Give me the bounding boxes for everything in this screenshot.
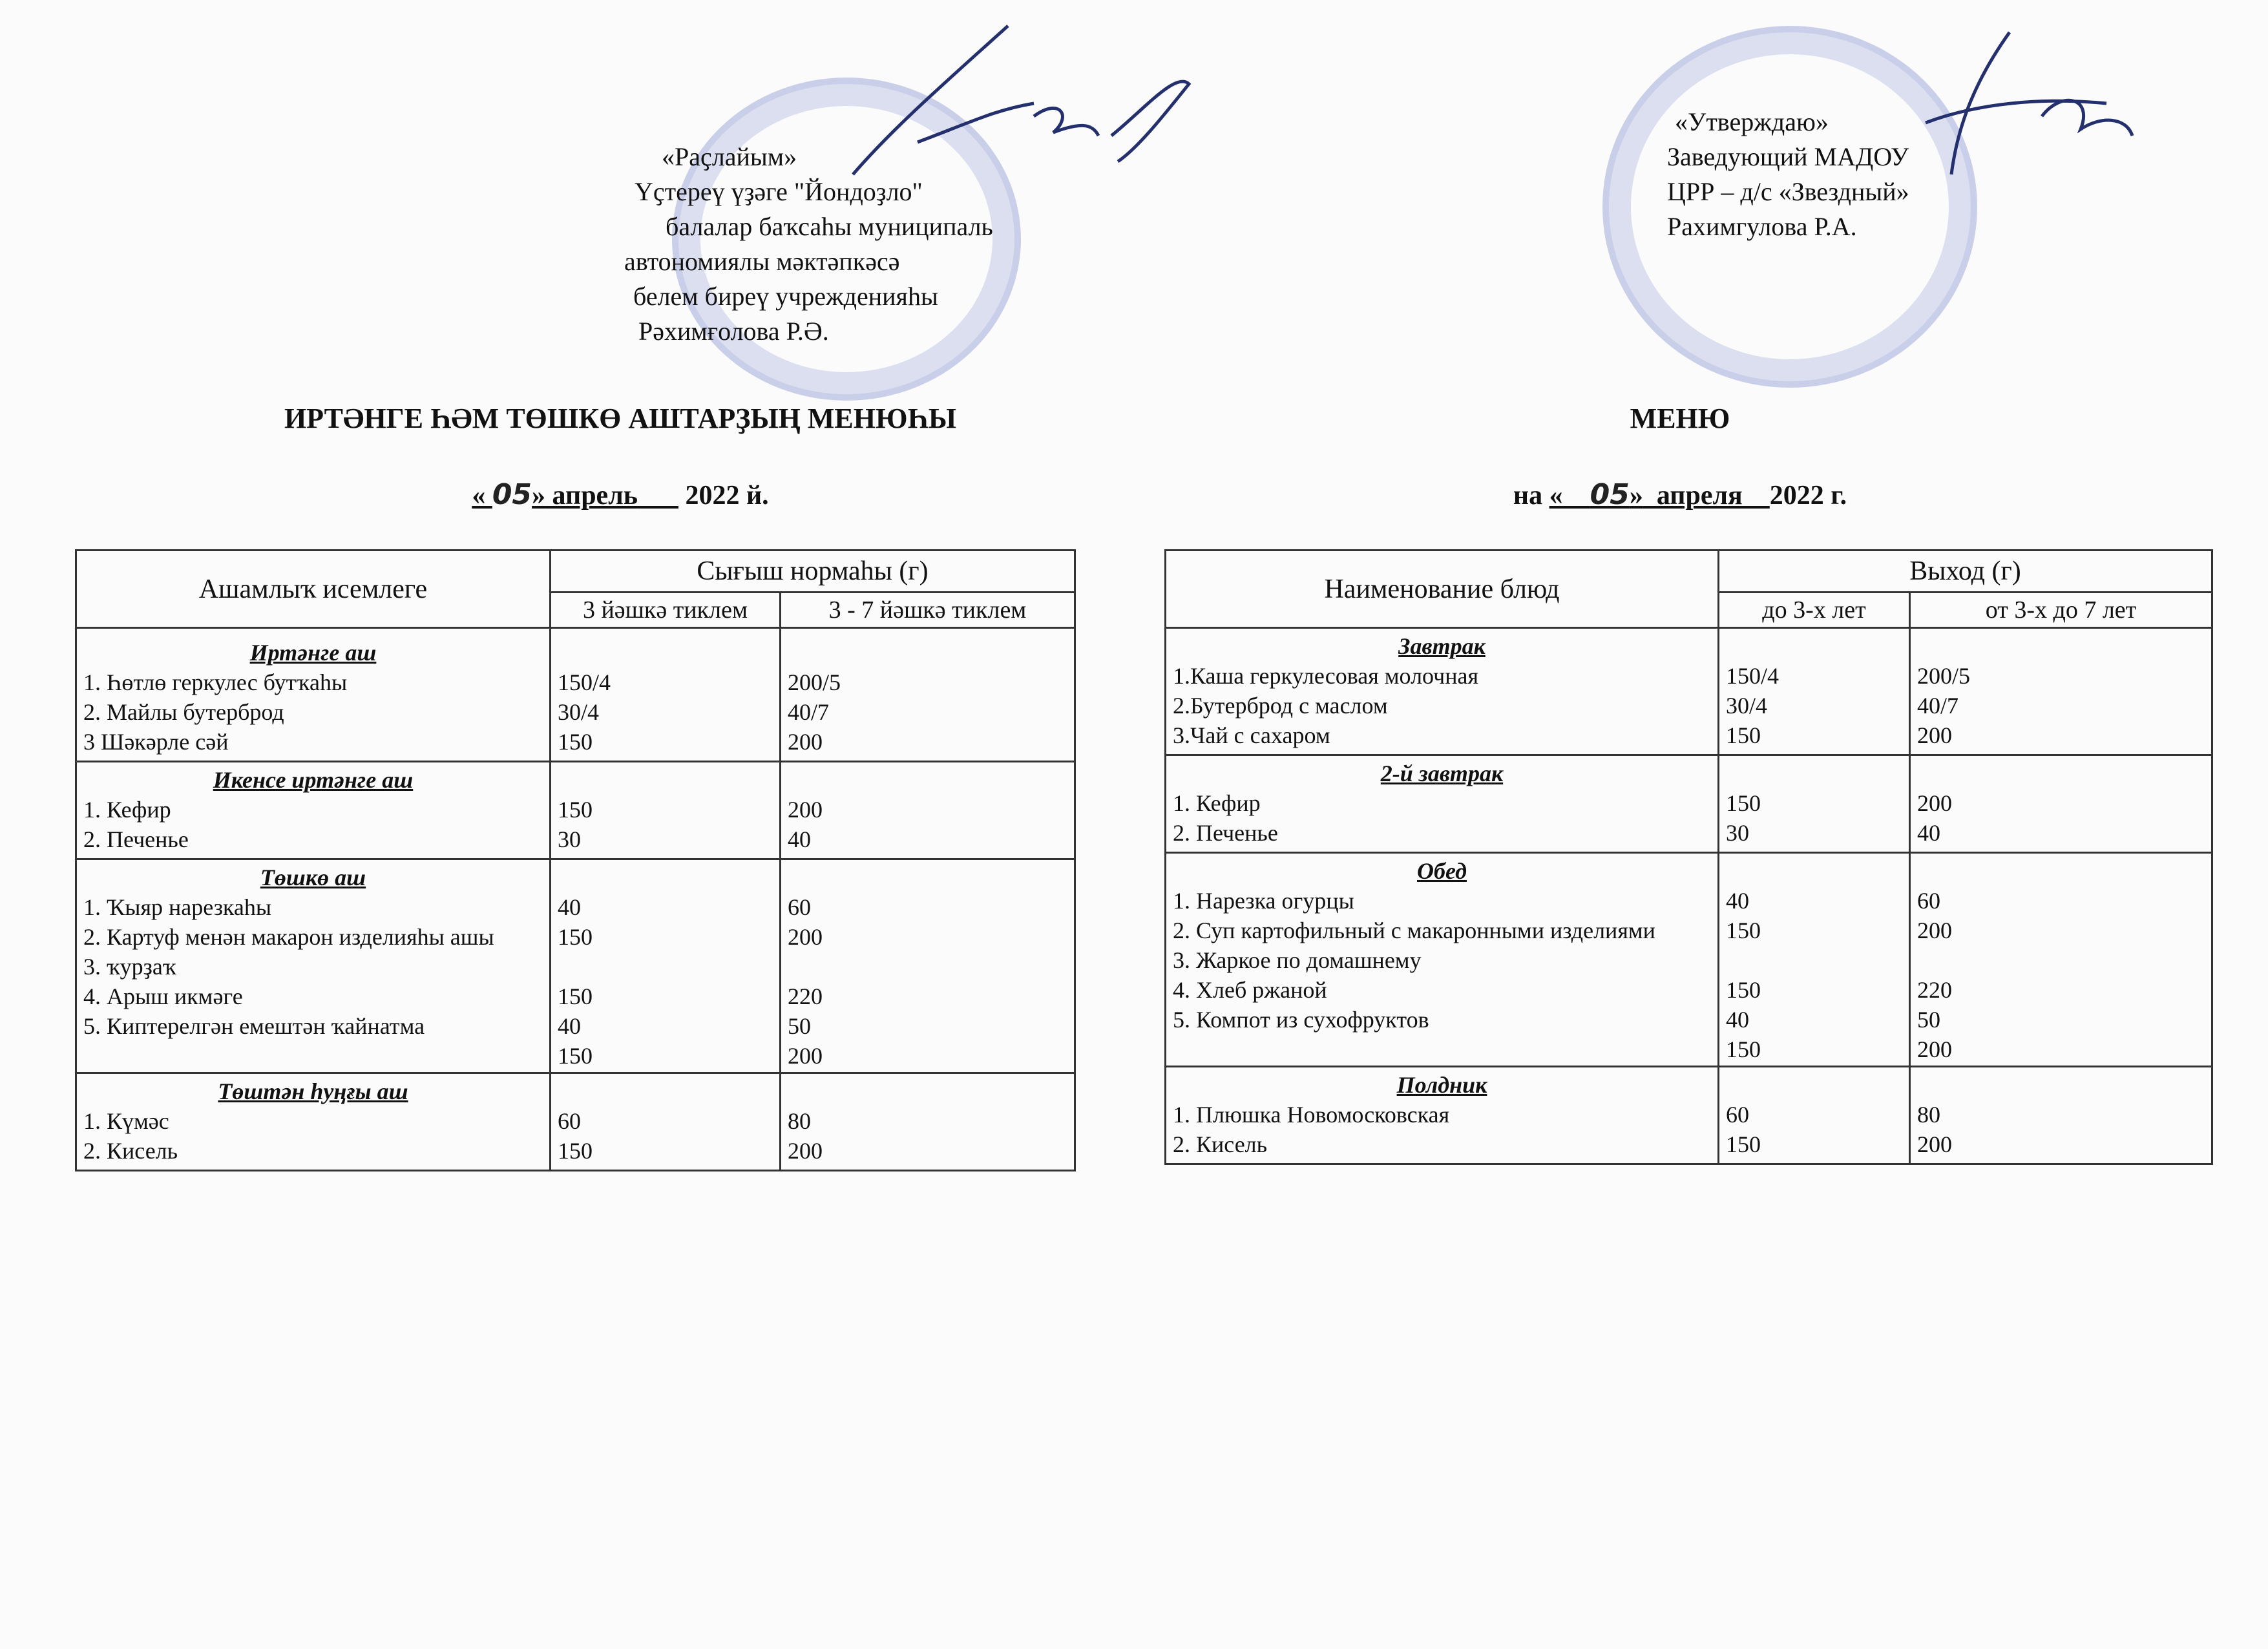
meal-title: Обед [1417,858,1467,884]
meal-cell [76,1073,551,1171]
left-date-line [78,478,1163,511]
date-year: 2022 г. [1769,481,1847,510]
left-menu-table [75,549,1076,1171]
dish-item: 1. Плюшка Новомосковская [1173,1102,1450,1128]
portion-value: 60 [788,894,811,920]
portion-value: 150 [558,1043,593,1069]
value-cell-age-2 [781,859,1075,1073]
meal-title: Икенсе иртәнге аш [213,767,414,793]
value-cell-age-2 [781,1073,1075,1171]
header-output: Сығыш нормаһы (г) [551,551,1075,593]
table-row [1166,853,2212,1067]
spacer [1726,856,1902,886]
portion-value: 150 [558,924,593,950]
left-approval-line: балалар баҡсаһы муниципаль [666,212,993,241]
meal-title: Төштән һуңғы аш [218,1078,408,1104]
portion-value: 30/4 [558,699,600,725]
header-col-age-2: 3 - 7 йәшкә тиклем [781,593,1075,628]
dish-item: 2. Печенье [1173,820,1278,846]
header-dish-name: Наименование блюд [1166,551,1719,628]
meal-cell [76,762,551,859]
dish-item: 2.Бутерброд с маслом [1173,693,1388,719]
portion-value: 200/5 [1917,663,1971,689]
portion-value: 220 [1917,977,1952,1003]
spacer [788,638,1067,667]
value-cell-age-2 [1910,755,2212,853]
portion-value: 40 [558,894,581,920]
dish-item: 2. Кисель [83,1138,178,1164]
date-month: апреля [1643,481,1770,510]
spacer [558,863,773,892]
right-signature [1900,26,2145,194]
header-dish-name: Ашамлыҡ исемлеге [76,551,551,628]
dish-item: 4. Арыш икмәге [83,983,243,1009]
portion-value: 220 [788,983,823,1009]
portion-value: 60 [558,1108,581,1134]
portion-value: 40 [1726,1007,1749,1033]
spacer [558,1077,773,1106]
meal-title: 2-й завтрак [1380,761,1504,786]
spacer [1917,759,2205,788]
portion-value: 80 [1917,1102,1940,1128]
meal-cell [1166,628,1719,755]
right-table-body [1166,628,2212,1164]
date-month: апрель [545,481,638,510]
right-date-line [1176,478,2184,511]
dish-item: 1. Һөтлө геркулес бутҡаһы [83,669,348,695]
left-menu-title: ИРТӘНГЕ ҺӘМ ТӨШКӨ АШТАРҘЫҢ МЕНЮҺЫ [284,403,957,434]
portion-value [1726,945,1902,975]
table-row [1166,1067,2212,1164]
portion-value: 150 [558,797,593,823]
left-approval-line: Үҫтереү үҙәге "Йондоҙло" [635,177,923,206]
meal-cell [1166,853,1719,1067]
portion-value: 150 [558,983,593,1009]
portion-value: 150 [1726,790,1761,816]
portion-value: 150 [1726,722,1761,748]
spacer [1726,1070,1902,1100]
portion-value: 150 [1726,1131,1761,1157]
left-approval-line: автономиялы мәктәпкәсә [624,247,900,276]
dish-item: 5. Киптерелгән емештән ҡайнатма [83,1013,425,1039]
portion-value: 200 [1917,722,1952,748]
portion-value: 200 [1917,1036,1952,1062]
spacer [1917,856,2205,886]
portion-value [1917,945,2205,975]
portion-value: 60 [1917,888,1940,914]
dish-item: 5. Компот из сухофруктов [1173,1007,1429,1033]
value-cell-age-2 [1910,853,2212,1067]
dish-item: 3. Жаркое по домашнему [1173,947,1422,973]
table-row [1166,755,2212,853]
header-col-age-2: от 3-х до 7 лет [1910,593,2212,628]
portion-value [788,952,1067,982]
header-output: Выход (г) [1719,551,2212,593]
portion-value: 150/4 [558,669,611,695]
right-approval-block [1667,105,1909,244]
portion-value: 150 [1726,918,1761,943]
portion-value: 150/4 [1726,663,1780,689]
portion-value: 40 [558,1013,581,1039]
meal-title: Төшкө аш [260,865,366,890]
left-approval-line: белем биреү учрежденияһы [633,282,938,311]
dish-item: 3 Шәкәрле сәй [83,729,229,755]
spacer [788,1077,1067,1106]
portion-value: 80 [788,1108,811,1134]
dish-item: 2. Майлы бутерброд [83,699,284,725]
portion-value: 200 [1917,790,1952,816]
right-menu-table [1164,549,2213,1165]
spacer [558,638,773,667]
dish-item: 1. Күмәс [83,1108,169,1134]
spacer [788,765,1067,795]
dish-item: 1. Нарезка огурцы [1173,888,1354,914]
date-day: 05 [492,478,532,511]
dish-item: 3.Чай с сахаром [1173,722,1330,748]
portion-value: 200/5 [788,669,841,695]
portion-value: 30 [1726,820,1749,846]
portion-value: 200 [788,729,823,755]
right-approval-line: Заведующий МАДОУ [1667,142,1909,171]
value-cell-age-1 [551,762,781,859]
table-row [76,859,1075,1073]
meal-cell [1166,1067,1719,1164]
value-cell-age-1 [1719,628,1910,755]
spacer [1726,759,1902,788]
date-year: 2022 й. [685,481,769,510]
portion-value: 60 [1726,1102,1749,1128]
header-col-age-1: до 3-х лет [1719,593,1910,628]
portion-value: 40/7 [1917,693,1959,719]
right-menu-title: МЕНЮ [1630,403,1730,434]
spacer [1917,631,2205,661]
portion-value: 150 [1726,1036,1761,1062]
dish-item: 1. Ҡыяр нарезкаһы [83,894,272,920]
date-close-quote: » [1629,481,1643,510]
portion-value: 40 [788,826,811,852]
spacer [1917,1070,2205,1100]
portion-value: 40 [1917,820,1940,846]
value-cell-age-2 [1910,628,2212,755]
date-day: 05 [1590,478,1630,511]
portion-value: 50 [788,1013,811,1039]
date-open-quote: « [1549,481,1590,510]
portion-value: 150 [558,729,593,755]
header-col-age-1: 3 йәшкә тиклем [551,593,781,628]
right-approval-line: Рахимгулова Р.А. [1667,212,1857,241]
dish-item: 1. Кефир [1173,790,1261,816]
dish-item: 1. Кефир [83,797,171,823]
table-row [1166,628,2212,755]
portion-value: 40 [1726,888,1749,914]
portion-value [558,952,773,982]
portion-value: 30/4 [1726,693,1768,719]
dish-item: 2. Картуф менән макарон изделияһы ашы [83,924,494,950]
dish-item: 2. Печенье [83,826,189,852]
portion-value: 200 [788,797,823,823]
dish-item: 3. ҡурҙаҡ [83,954,176,980]
right-approval-line: ЦРР – д/с «Звездный» [1667,177,1909,206]
date-close-quote: » [532,481,546,510]
meal-title: Иртәнге аш [249,640,377,666]
left-approval-line: Рәхимғолова Р.Ә. [638,317,829,346]
portion-value: 200 [788,924,823,950]
value-cell-age-1 [551,628,781,762]
date-open-quote: « [472,481,492,510]
value-cell-age-1 [551,1073,781,1171]
dish-item: 4. Хлеб ржаной [1173,977,1327,1003]
value-cell-age-2 [1910,1067,2212,1164]
spacer [558,765,773,795]
portion-value: 150 [1726,977,1761,1003]
portion-value: 200 [1917,1131,1952,1157]
value-cell-age-1 [551,859,781,1073]
spacer [1726,631,1902,661]
right-approval-line: «Утверждаю» [1675,107,1829,136]
dish-item: 2. Кисель [1173,1131,1268,1157]
left-approval-block [620,140,993,349]
table-row [76,628,1075,762]
portion-value: 40/7 [788,699,830,725]
portion-value: 30 [558,826,581,852]
value-cell-age-2 [781,762,1075,859]
value-cell-age-1 [1719,853,1910,1067]
meal-cell [76,628,551,762]
dish-item: 1.Каша геркулесовая молочная [1173,663,1479,689]
table-row [76,762,1075,859]
value-cell-age-2 [781,628,1075,762]
meal-title: Завтрак [1398,633,1486,659]
table-row [76,1073,1075,1171]
spacer [788,863,1067,892]
portion-value: 200 [788,1138,823,1164]
meal-cell [1166,755,1719,853]
meal-title: Полдник [1396,1072,1487,1098]
left-approval-line: «Раҫлайым» [662,142,797,171]
portion-value: 50 [1917,1007,1940,1033]
left-table-body [76,628,1075,1171]
value-cell-age-1 [1719,755,1910,853]
portion-value: 200 [788,1043,823,1069]
meal-cell [76,859,551,1073]
dish-item: 2. Суп картофильный с макаронными изделиями [1173,918,1655,943]
portion-value: 150 [558,1138,593,1164]
value-cell-age-1 [1719,1067,1910,1164]
portion-value: 200 [1917,918,1952,943]
date-prefix: на [1513,481,1549,510]
